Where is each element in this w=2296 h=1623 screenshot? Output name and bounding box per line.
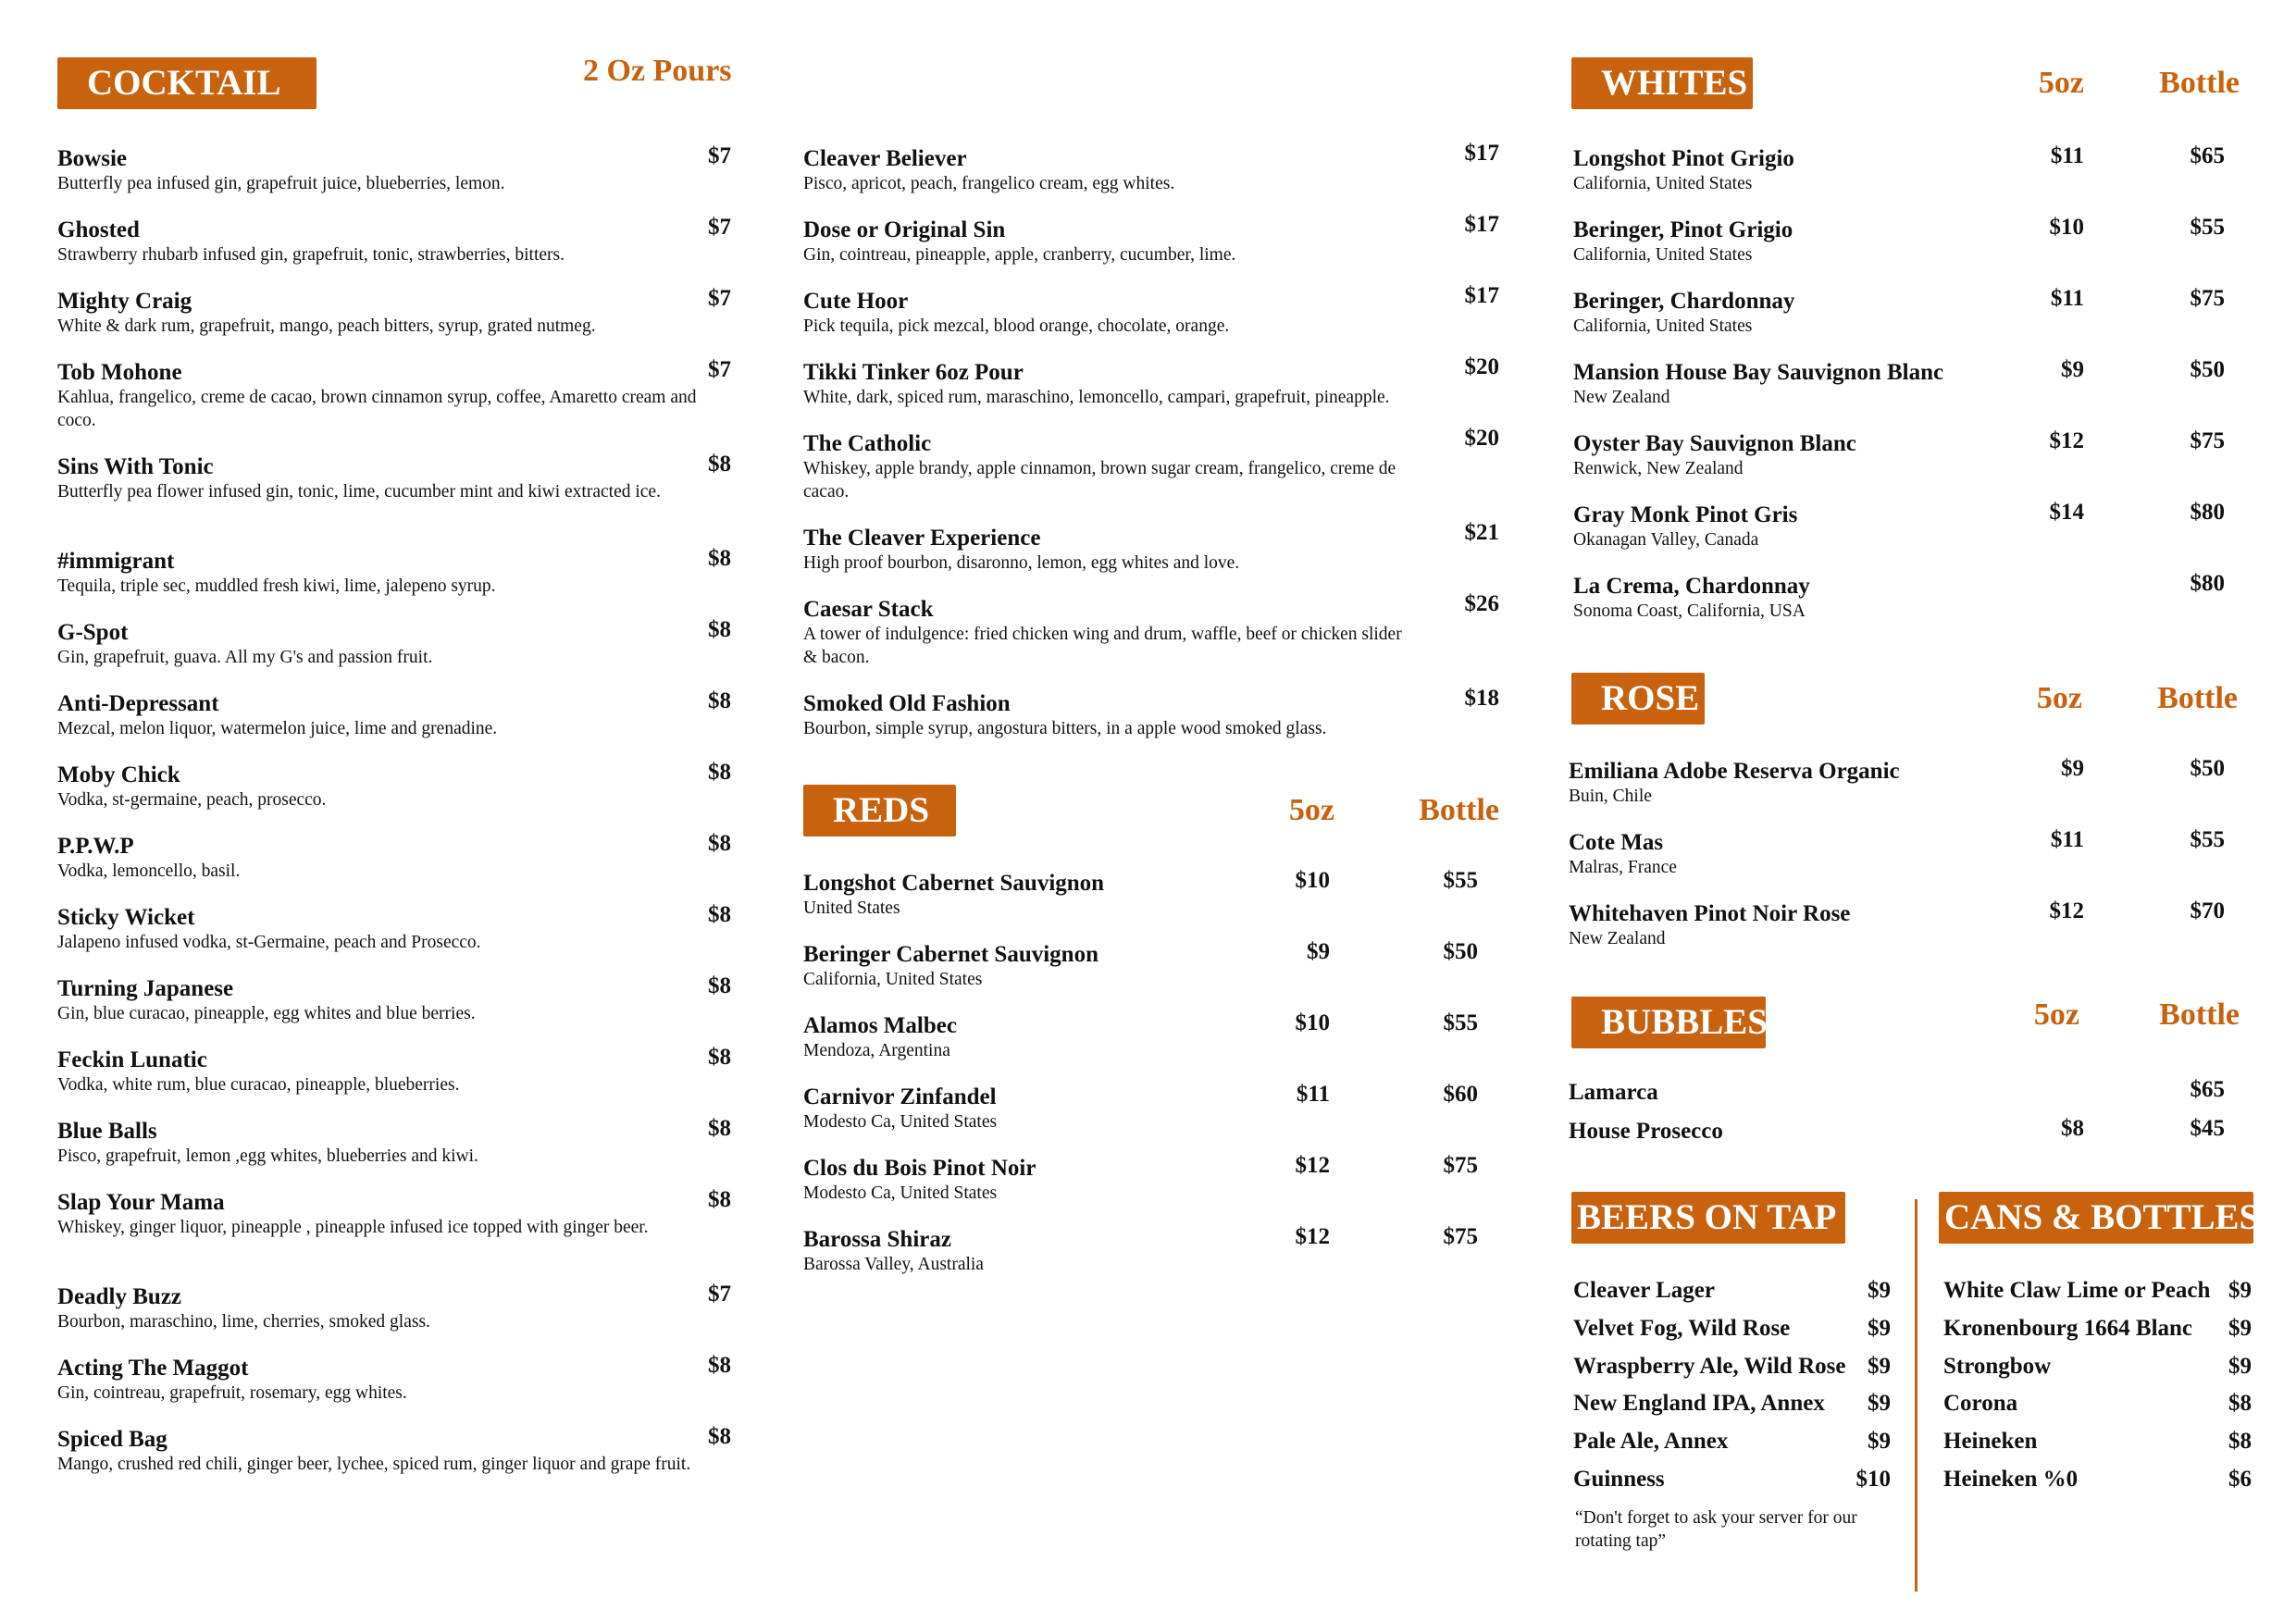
reds-item	[803, 1084, 1285, 1134]
reds-glass-price: $9	[1307, 939, 1330, 964]
cocktail-price: $7	[708, 1282, 731, 1307]
cocktail-item	[57, 619, 705, 669]
cocktail-name: Spiced Bag	[57, 1427, 168, 1452]
cocktail-item	[57, 453, 705, 503]
specials-price: $18	[1464, 686, 1499, 711]
whites-bottle-price: $75	[2190, 428, 2225, 453]
reds-glass-price: $10	[1295, 868, 1330, 893]
cocktail-description: Bourbon, maraschino, lime, cherries, smoked glass.	[57, 1312, 430, 1332]
cocktail-item	[57, 1426, 705, 1476]
whites-item	[1573, 502, 2017, 551]
cocktail-item	[57, 359, 705, 432]
cocktail-name: Moby Chick	[57, 762, 180, 787]
cocktail-item	[57, 217, 705, 266]
beer-name: Guinness	[1573, 1467, 1665, 1492]
bubbles-name: House Prosecco	[1569, 1119, 1723, 1144]
cocktail-name: Turning Japanese	[57, 976, 234, 1001]
whites-item	[1573, 217, 2017, 266]
reds-item	[803, 941, 1285, 991]
reds-bottle-price: $60	[1443, 1082, 1478, 1107]
specials-name: Cleaver Believer	[803, 146, 967, 171]
specials-price: $20	[1464, 354, 1499, 379]
cocktail-description: White & dark rum, grapefruit, mango, peach bitters, syrup, grated nutmeg.	[57, 316, 596, 336]
specials-name: Smoked Old Fashion	[803, 691, 1011, 716]
whites-bottle-price: $75	[2190, 286, 2225, 311]
reds-bottle-price: $55	[1443, 1010, 1478, 1035]
cocktail-name: Anti-Depressant	[57, 691, 219, 716]
rose-glass-price: $9	[2061, 756, 2084, 781]
whites-glass-price: $11	[2050, 286, 2084, 311]
cocktail-name: P.P.W.P	[57, 834, 134, 859]
can-price: $9	[2228, 1316, 2252, 1341]
specials-item	[803, 359, 1470, 409]
cocktail-name: Bowsie	[57, 146, 127, 171]
beer-price: $9	[1868, 1354, 1891, 1379]
specials-description: Pick tequila, pick mezcal, blood orange, chocolate, orange.	[803, 316, 1230, 336]
whites-bottle-price: $80	[2190, 500, 2225, 525]
whites-item	[1573, 430, 2017, 480]
bubbles-bottle-price: $65	[2190, 1077, 2225, 1102]
cocktail-description: Strawberry rhubarb infused gin, grapefruit, tonic, strawberries, bitters.	[57, 245, 565, 265]
rose-header: ROSE	[1571, 673, 1705, 725]
specials-description: Whiskey, apple brandy, apple cinnamon, brown sugar cream, frangelico, creme de cacao.	[803, 459, 1396, 502]
cocktail-header: COCKTAIL	[57, 57, 316, 109]
rotating-tap-note: “Don't forget to ask your server for our rotating tap”	[1575, 1508, 1857, 1551]
reds-bottle-price: $75	[1443, 1153, 1478, 1178]
specials-price: $20	[1464, 426, 1499, 451]
rose-5oz-header: 5oz	[2036, 681, 2082, 715]
specials-name: Dose or Original Sin	[803, 217, 1006, 242]
cocktail-name: Acting The Maggot	[57, 1356, 249, 1381]
reds-item	[803, 870, 1285, 920]
cocktail-name: Feckin Lunatic	[57, 1047, 207, 1072]
rose-item	[1569, 829, 2013, 879]
cocktail-description: Vodka, lemoncello, basil.	[57, 861, 241, 881]
whites-bottle-price: $50	[2190, 357, 2225, 382]
can-name: Strongbow	[1943, 1354, 2052, 1379]
reds-bottle-price: $75	[1443, 1224, 1478, 1249]
cocktail-item	[57, 1047, 705, 1096]
cocktail-price: $8	[708, 760, 731, 785]
reds-glass-price: $12	[1295, 1153, 1330, 1178]
specials-item	[803, 145, 1405, 195]
reds-name: Barossa Shiraz	[803, 1227, 951, 1252]
specials-item	[803, 217, 1405, 266]
beer-name: Cleaver Lager	[1573, 1278, 1715, 1303]
can-name: Kronenbourg 1664 Blanc	[1943, 1316, 2193, 1341]
cocktail-description: Gin, grapefruit, guava. All my G's and passion fruit.	[57, 648, 433, 667]
cocktail-price: $8	[708, 1424, 731, 1449]
rose-name: Cote Mas	[1569, 830, 1664, 855]
beers-on-tap-header: BEERS ON TAP	[1571, 1192, 1845, 1244]
bubbles-item	[1569, 1118, 2013, 1145]
whites-header: WHITES	[1571, 57, 1753, 109]
cocktail-price: $8	[708, 452, 731, 477]
specials-item	[803, 690, 1405, 740]
reds-origin: Modesto Ca, United States	[803, 1112, 998, 1132]
specials-description: A tower of indulgence: fried chicken wing and drum, waffle, beef or chicken slider & bacon.	[803, 625, 1402, 667]
reds-glass-price: $12	[1295, 1224, 1330, 1249]
cocktail-price: $8	[708, 902, 731, 927]
specials-name: Caesar Stack	[803, 597, 934, 622]
whites-item	[1573, 573, 2017, 623]
specials-description: Gin, cointreau, pineapple, apple, cranberry, cucumber, lime.	[803, 245, 1236, 265]
whites-name: Beringer, Chardonnay	[1573, 289, 1795, 314]
whites-name: Beringer, Pinot Grigio	[1573, 217, 1793, 242]
specials-item	[803, 288, 1405, 338]
bubbles-name: Lamarca	[1569, 1080, 1658, 1105]
cocktail-item	[57, 288, 705, 338]
specials-item	[803, 525, 1405, 575]
specials-price: $17	[1464, 283, 1499, 308]
whites-origin: California, United States	[1573, 174, 1753, 193]
reds-name: Longshot Cabernet Sauvignon	[803, 871, 1105, 896]
whites-item	[1573, 145, 2017, 195]
rose-glass-price: $11	[2050, 827, 2084, 852]
whites-origin: California, United States	[1573, 316, 1753, 336]
rose-item	[1569, 758, 2013, 808]
cocktail-price: $7	[708, 143, 731, 168]
cocktail-description: Pisco, grapefruit, lemon ,egg whites, blueberries and kiwi.	[57, 1146, 478, 1166]
cocktail-description: Gin, cointreau, grapefruit, rosemary, egg whites.	[57, 1383, 407, 1403]
specials-item	[803, 596, 1405, 669]
rose-origin: New Zealand	[1569, 929, 1666, 948]
rose-name: Whitehaven Pinot Noir Rose	[1569, 901, 1851, 926]
bubbles-5oz-header: 5oz	[2033, 997, 2079, 1032]
cocktail-description: Butterfly pea infused gin, grapefruit juice, blueberries, lemon.	[57, 174, 505, 193]
cocktail-item	[57, 762, 705, 812]
cocktail-name: #immigrant	[57, 549, 175, 574]
reds-origin: United States	[803, 898, 900, 918]
reds-bottle-price: $55	[1443, 868, 1478, 893]
can-price: $9	[2228, 1354, 2252, 1379]
whites-glass-price: $10	[2049, 215, 2084, 240]
specials-price: $21	[1464, 520, 1499, 545]
can-price: $8	[2228, 1429, 2252, 1454]
cocktail-price: $7	[708, 286, 731, 311]
reds-glass-price: $11	[1296, 1082, 1330, 1107]
whites-name: Gray Monk Pinot Gris	[1573, 502, 1798, 527]
cocktail-name: Slap Your Mama	[57, 1190, 225, 1215]
whites-bottle-price: $80	[2190, 571, 2225, 596]
whites-glass-price: $12	[2049, 428, 2084, 453]
whites-name: Longshot Pinot Grigio	[1573, 146, 1794, 171]
specials-description: Bourbon, simple syrup, angostura bitters, in a apple wood smoked glass.	[803, 719, 1327, 738]
cocktail-item	[57, 1355, 705, 1405]
cocktail-description: Vodka, st-germaine, peach, prosecco.	[57, 790, 327, 810]
rose-origin: Malras, France	[1569, 858, 1677, 877]
cocktail-name: Ghosted	[57, 217, 140, 242]
can-name: Heineken	[1943, 1429, 2038, 1454]
cocktail-name: Sticky Wicket	[57, 905, 195, 930]
specials-name: The Catholic	[803, 431, 932, 456]
specials-price: $17	[1464, 141, 1499, 166]
cocktail-price: $8	[708, 1187, 731, 1212]
cocktail-name: Mighty Craig	[57, 289, 192, 314]
reds-item	[803, 1012, 1285, 1062]
beer-price: $10	[1855, 1467, 1891, 1492]
cocktail-item	[57, 145, 705, 195]
cocktail-item	[57, 1283, 705, 1333]
whites-item	[1573, 288, 2017, 338]
cocktail-description: Mezcal, melon liquor, watermelon juice, lime and grenadine.	[57, 719, 498, 738]
cocktail-price: $8	[708, 831, 731, 856]
can-price: $9	[2228, 1278, 2252, 1303]
whites-glass-price: $9	[2061, 357, 2084, 382]
cocktail-item	[57, 1189, 705, 1239]
rose-bottle-price: $70	[2190, 898, 2225, 923]
whites-bottle-price: $55	[2190, 215, 2225, 240]
specials-price: $17	[1464, 212, 1499, 237]
rose-bottle-price: $55	[2190, 827, 2225, 852]
specials-description: High proof bourbon, disaronno, lemon, egg whites and love.	[803, 553, 1240, 573]
cocktail-price: $8	[708, 617, 731, 642]
bubbles-bottle-price: $45	[2190, 1116, 2225, 1141]
cocktail-item	[57, 833, 705, 883]
whites-origin: Sonoma Coast, California, USA	[1573, 601, 1806, 621]
cans-bottles-header: CANS & BOTTLES	[1939, 1192, 2253, 1244]
can-price: $6	[2228, 1467, 2252, 1492]
cocktail-price: $8	[708, 688, 731, 713]
reds-5oz-header: 5oz	[1288, 793, 1334, 827]
specials-name: Cute Hoor	[803, 289, 909, 314]
cocktail-description: Kahlua, frangelico, creme de cacao, brown cinnamon syrup, coffee, Amaretto cream and coco.	[57, 388, 697, 430]
cocktail-item	[57, 1118, 705, 1168]
bubbles-bottle-header: Bottle	[2159, 997, 2240, 1032]
cocktail-name: Sins With Tonic	[57, 454, 214, 479]
whites-name: Mansion House Bay Sauvignon Blanc	[1573, 360, 1944, 385]
cocktail-description: Butterfly pea flower infused gin, tonic, lime, cucumber mint and kiwi extracted ice.	[57, 482, 661, 502]
reds-name: Clos du Bois Pinot Noir	[803, 1156, 1036, 1181]
cocktail-name: G-Spot	[57, 620, 129, 645]
whites-item	[1573, 359, 2017, 409]
cocktail-name: Deadly Buzz	[57, 1284, 182, 1309]
can-name: Heineken %0	[1943, 1467, 2079, 1492]
whites-bottle-price: $65	[2190, 143, 2225, 168]
reds-bottle-header: Bottle	[1419, 793, 1499, 827]
whites-origin: California, United States	[1573, 245, 1753, 265]
cocktail-price: $8	[708, 1045, 731, 1070]
whites-origin: Renwick, New Zealand	[1573, 459, 1744, 478]
cocktail-description: Mango, crushed red chili, ginger beer, lychee, spiced rum, ginger liquor and grape fruit.	[57, 1455, 691, 1474]
specials-item	[803, 430, 1405, 503]
beer-name: Velvet Fog, Wild Rose	[1573, 1316, 1791, 1341]
reds-origin: Modesto Ca, United States	[803, 1183, 998, 1203]
whites-5oz-header: 5oz	[2038, 66, 2084, 100]
reds-bottle-price: $50	[1443, 939, 1478, 964]
rose-glass-price: $12	[2049, 898, 2084, 923]
reds-origin: California, United States	[803, 970, 983, 989]
reds-name: Beringer Cabernet Sauvignon	[803, 942, 1098, 967]
beer-name: Wraspberry Ale, Wild Rose	[1573, 1354, 1846, 1379]
cocktail-description: Whiskey, ginger liquor, pineapple , pineapple infused ice topped with ginger beer.	[57, 1218, 649, 1237]
cocktail-price: $7	[708, 357, 731, 382]
cocktail-item	[57, 548, 705, 598]
reds-glass-price: $10	[1295, 1010, 1330, 1035]
beer-name: New England IPA, Annex	[1573, 1391, 1825, 1416]
whites-origin: New Zealand	[1573, 388, 1670, 407]
bubbles-header: BUBBLES	[1571, 997, 1766, 1048]
specials-description: White, dark, spiced rum, maraschino, lemoncello, campari, grapefruit, pineapple.	[803, 388, 1390, 407]
cocktail-item	[57, 975, 705, 1025]
rose-item	[1569, 900, 2013, 950]
beer-price: $9	[1868, 1316, 1891, 1341]
cocktail-price: $7	[708, 215, 731, 240]
cocktail-name: Tob Mohone	[57, 360, 182, 385]
whites-glass-price: $14	[2049, 500, 2084, 525]
reds-name: Alamos Malbec	[803, 1013, 957, 1038]
reds-origin: Barossa Valley, Australia	[803, 1255, 984, 1274]
reds-header: REDS	[803, 785, 956, 836]
cocktail-price: $8	[708, 1353, 731, 1378]
beer-column-divider	[1915, 1199, 1917, 1592]
specials-description: Pisco, apricot, peach, frangelico cream, egg whites.	[803, 174, 1175, 193]
can-name: Corona	[1943, 1391, 2018, 1416]
beer-name: Pale Ale, Annex	[1573, 1429, 1729, 1454]
bubbles-item	[1569, 1079, 2013, 1106]
reds-name: Carnivor Zinfandel	[803, 1084, 997, 1109]
cocktail-item	[57, 690, 705, 740]
cocktail-item	[57, 904, 705, 954]
beer-price: $9	[1868, 1429, 1891, 1454]
whites-origin: Okanagan Valley, Canada	[1573, 530, 1759, 550]
whites-name: La Crema, Chardonnay	[1573, 574, 1810, 599]
cocktail-price: $8	[708, 973, 731, 998]
cocktail-description: Tequila, triple sec, muddled fresh kiwi, lime, jalepeno syrup.	[57, 576, 496, 596]
pour-size-label: 2 Oz Pours	[583, 54, 732, 88]
cocktail-description: Vodka, white rum, blue curacao, pineapple, blueberries.	[57, 1075, 460, 1095]
cocktail-description: Jalapeno infused vodka, st-Germaine, peach and Prosecco.	[57, 933, 481, 952]
beer-price: $9	[1868, 1391, 1891, 1416]
rose-name: Emiliana Adobe Reserva Organic	[1569, 759, 1900, 784]
cocktail-price: $8	[708, 1116, 731, 1141]
whites-glass-price: $11	[2050, 143, 2084, 168]
rose-origin: Buin, Chile	[1569, 787, 1652, 806]
rose-bottle-header: Bottle	[2157, 681, 2238, 715]
whites-name: Oyster Bay Sauvignon Blanc	[1573, 431, 1856, 456]
cocktail-name: Blue Balls	[57, 1119, 157, 1144]
cocktail-price: $8	[708, 546, 731, 571]
reds-item	[803, 1155, 1285, 1205]
can-price: $8	[2228, 1391, 2252, 1416]
beer-price: $9	[1868, 1278, 1891, 1303]
cocktail-description: Gin, blue curacao, pineapple, egg whites and blue berries.	[57, 1004, 476, 1023]
reds-origin: Mendoza, Argentina	[803, 1041, 950, 1060]
can-name: White Claw Lime or Peach	[1943, 1278, 2211, 1303]
bubbles-glass-price: $8	[2061, 1116, 2084, 1141]
specials-name: The Cleaver Experience	[803, 526, 1041, 551]
whites-bottle-header: Bottle	[2159, 66, 2240, 100]
rose-bottle-price: $50	[2190, 756, 2225, 781]
reds-item	[803, 1226, 1285, 1276]
specials-name: Tikki Tinker 6oz Pour	[803, 360, 1024, 385]
specials-price: $26	[1464, 591, 1499, 616]
